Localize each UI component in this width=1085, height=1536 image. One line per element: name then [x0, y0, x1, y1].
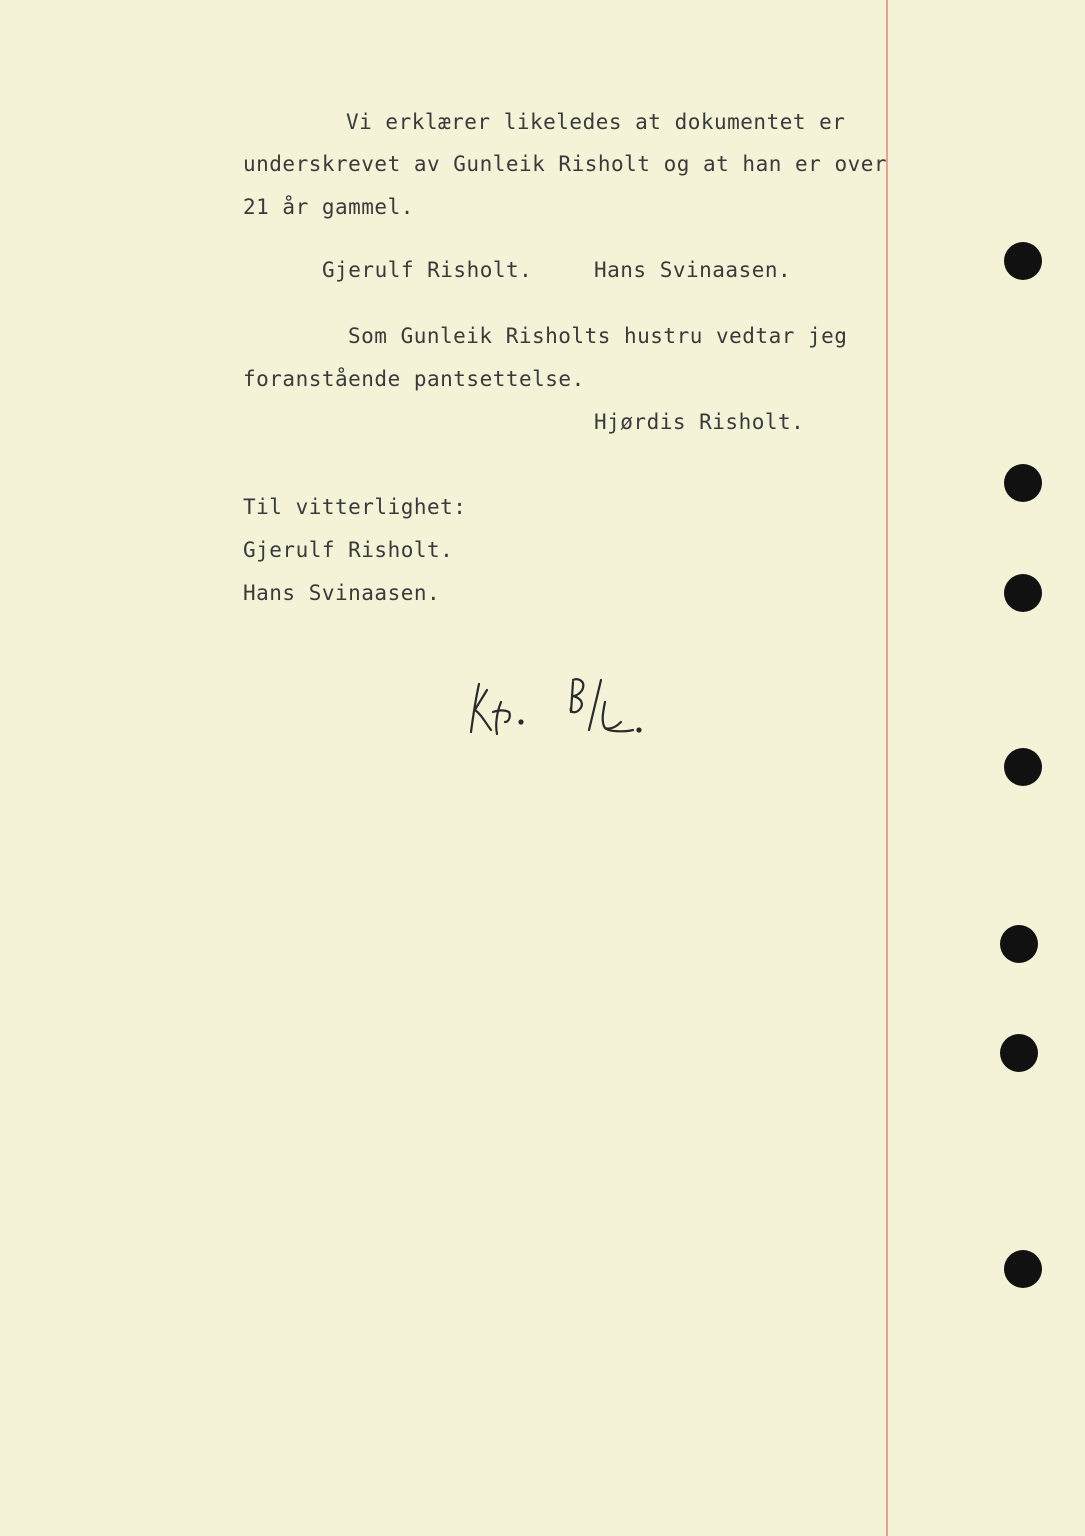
witness-gjerulf: Gjerulf Risholt.	[243, 538, 454, 562]
binder-hole	[1004, 464, 1042, 502]
signature-hans: Hans Svinaasen.	[594, 258, 792, 282]
binder-hole	[1000, 1034, 1038, 1072]
margin-line	[886, 0, 888, 1536]
binder-hole	[1004, 748, 1042, 786]
text-line: Som Gunleik Risholts hustru vedtar jeg	[348, 324, 848, 348]
text-line: Vi erklærer likeledes at dokumentet er	[346, 110, 846, 134]
text-line: 21 år gammel.	[243, 195, 414, 219]
binder-hole	[1004, 574, 1042, 612]
witness-hans: Hans Svinaasen.	[243, 581, 441, 605]
witness-heading: Til vitterlighet:	[243, 495, 467, 519]
binder-hole	[1004, 242, 1042, 280]
binder-hole	[1004, 1250, 1042, 1288]
text-line: underskrevet av Gunleik Risholt og at han er over	[243, 152, 888, 176]
signature-gjerulf: Gjerulf Risholt.	[322, 258, 533, 282]
text-line: foranstående pantsettelse.	[243, 367, 585, 391]
handwritten-note	[465, 672, 655, 742]
signature-hjordis: Hjørdis Risholt.	[594, 410, 805, 434]
binder-hole	[1000, 925, 1038, 963]
